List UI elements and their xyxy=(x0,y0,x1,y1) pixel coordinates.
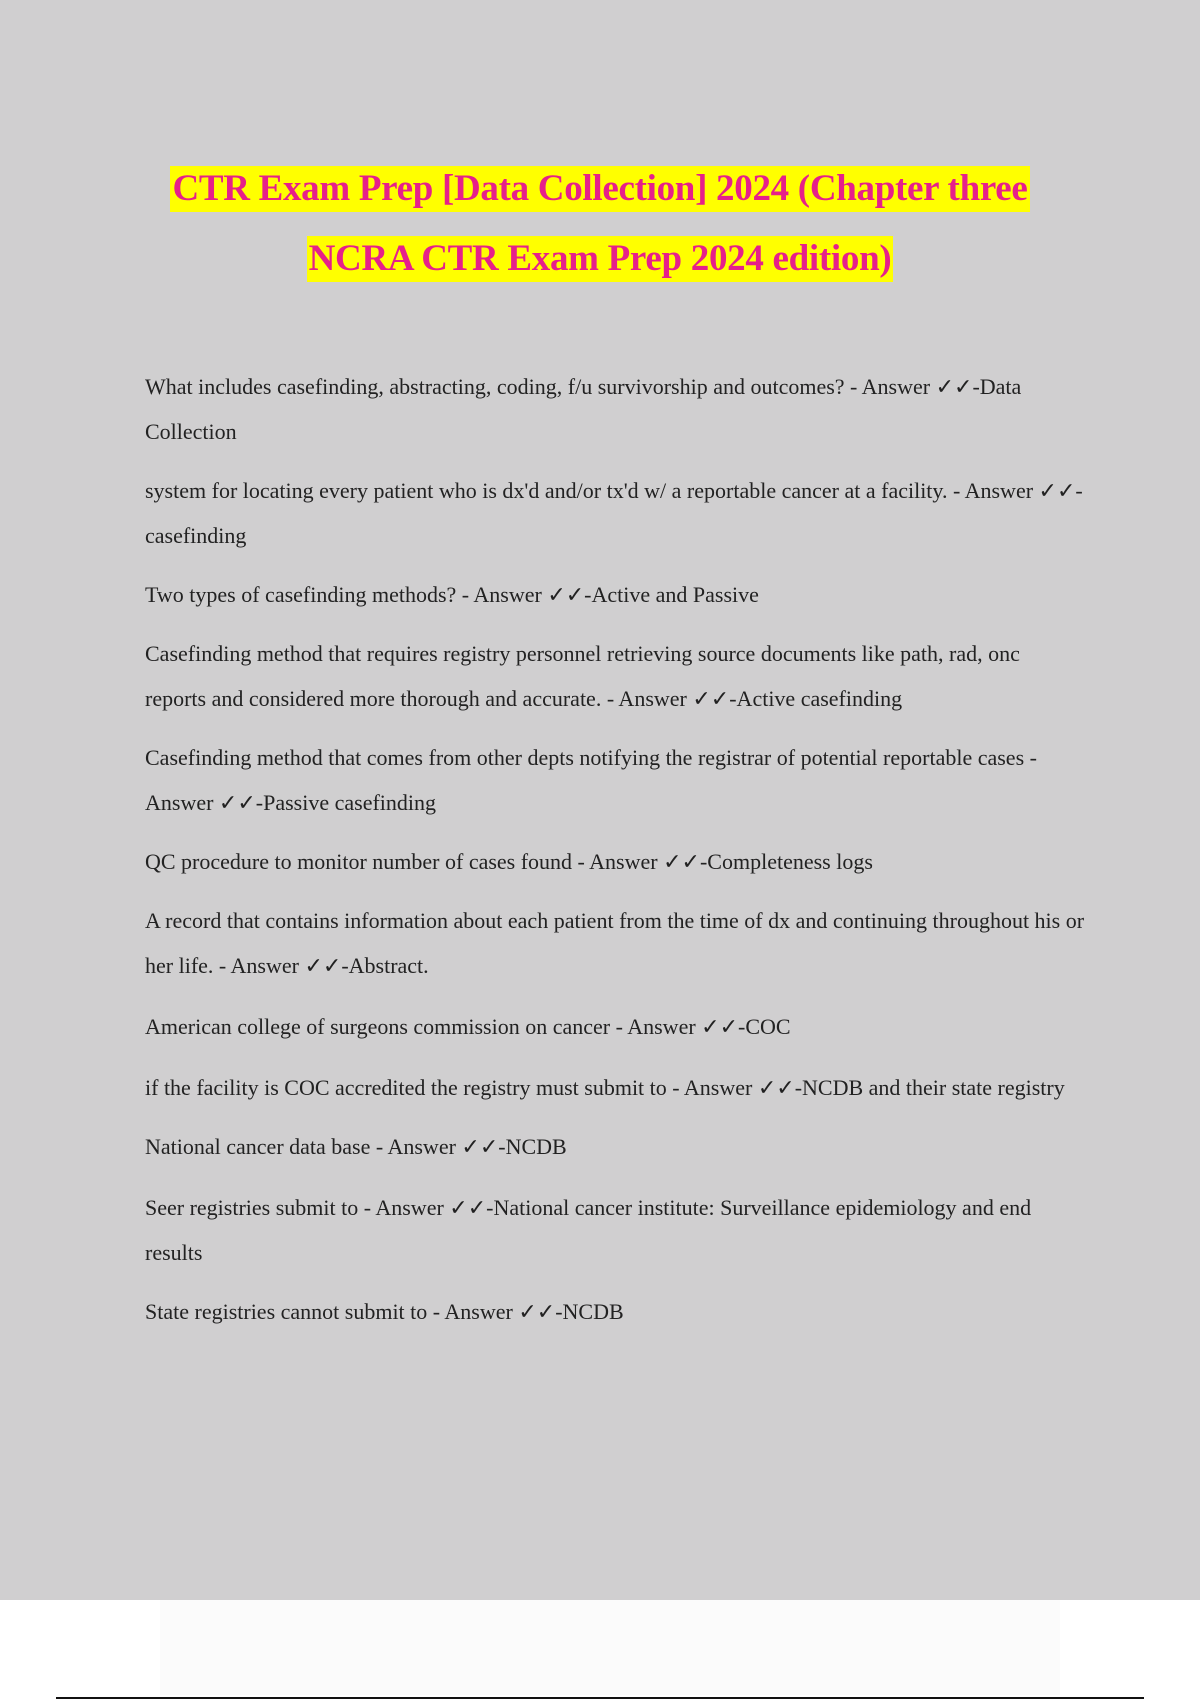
page-footer xyxy=(0,1600,1200,1700)
qa-item: Casefinding method that comes from other depts notifying the registrar of potential reportable cases - Answer ✓✓-Passive casefinding xyxy=(145,745,1037,815)
title-line-2: NCRA CTR Exam Prep 2024 edition) xyxy=(307,236,894,282)
qa-item: system for locating every patient who is dx'd and/or tx'd w/ a reportable cancer at a facility. - Answer ✓✓-casefinding xyxy=(145,478,1083,548)
qa-item: Casefinding method that requires registry personnel retrieving source documents like path, rad, onc reports and considered more thorough and accurate. - Answer ✓✓-Active casefinding xyxy=(145,641,1020,711)
qa-item: Two types of casefinding methods? - Answer ✓✓-Active and Passive xyxy=(145,582,759,607)
footer-divider xyxy=(56,1697,1144,1699)
qa-item: QC procedure to monitor number of cases found - Answer ✓✓-Completeness logs xyxy=(145,849,873,874)
qa-item: State registries cannot submit to - Answer ✓✓-NCDB xyxy=(145,1299,624,1324)
qa-item: American college of surgeons commission on cancer - Answer ✓✓-COC xyxy=(145,1014,791,1039)
qa-item: A record that contains information about each patient from the time of dx and continuing throughout his or her life. - Answer ✓✓-Abstract. xyxy=(145,908,1085,978)
qa-list xyxy=(145,364,1085,1334)
qa-item: What includes casefinding, abstracting, coding, f/u survivorship and outcomes? - Answer ✓✓-Data Collection xyxy=(145,374,1022,444)
document-title xyxy=(0,166,1200,282)
title-line-1: CTR Exam Prep [Data Collection] 2024 (Chapter three xyxy=(170,166,1029,212)
qa-item: Seer registries submit to - Answer ✓✓-National cancer institute: Surveillance epidemiology and end results xyxy=(145,1195,1032,1265)
footer-panel xyxy=(160,1600,1060,1695)
qa-item: if the facility is COC accredited the registry must submit to - Answer ✓✓-NCDB and their state registry xyxy=(145,1075,1065,1100)
qa-item: National cancer data base - Answer ✓✓-NCDB xyxy=(145,1134,567,1159)
